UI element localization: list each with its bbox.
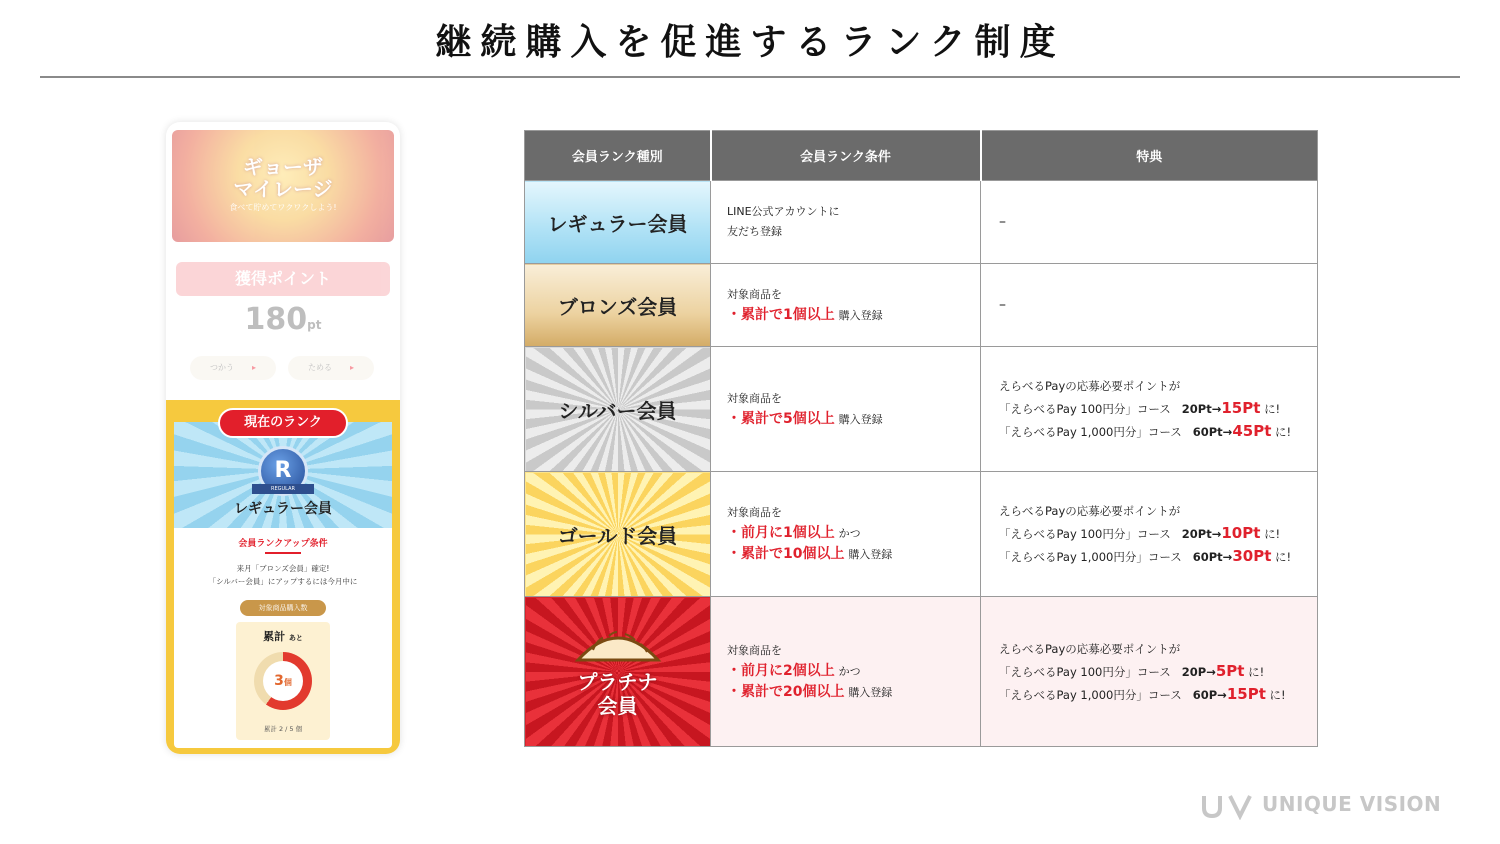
regular-badge-icon: R [258,446,308,496]
condition-gold [711,472,981,597]
purchase-count-pill: 対象商品購入数 [240,600,326,616]
header-rank-type: 会員ランク種別 [525,131,711,181]
table-row-gold [525,472,1318,597]
perk-gold [981,472,1318,597]
condition-line [727,682,964,703]
title-divider [40,76,1460,78]
current-rank-name: レギュラー会員 [234,501,332,517]
condition-tail: 購入登録 [848,685,893,699]
condition-highlight: ・累計で5個以上 [727,410,835,427]
condition-platinum [711,597,981,747]
condition-line: 対象商品を [727,391,782,405]
banner-title-line1: ギョーザ [243,155,323,179]
perk-after: 5Pt [1215,661,1245,680]
arrow-right-icon: ▸ [251,363,256,372]
count-label-suffix: あと [288,634,303,642]
rank-card [174,422,392,748]
condition-highlight: ・累計で10個以上 [727,546,845,562]
perk-regular [981,181,1318,264]
perk-before: 60Pt→ [1192,550,1233,564]
condition-line: 対象商品を [727,287,782,301]
perk-suffix: に! [1248,664,1265,679]
company-logo [1200,790,1460,820]
rank-name-regular: レギュラー会員 [525,181,711,264]
condition-highlight: ・前月に2個以上 [727,662,835,679]
rankup-text [174,562,392,588]
condition-regular [711,181,981,264]
arrow-right-icon: ▸ [349,363,354,372]
current-rank-panel [166,400,400,754]
table-row-bronze [525,264,1318,347]
perk-after: 30Pt [1232,547,1272,565]
perk-suffix: に! [1264,402,1281,416]
perk-after: 15Pt [1226,684,1266,703]
current-rank-pill: 現在のランク [218,408,348,438]
platinum-name-line1: プラチナ [577,669,658,694]
count-label [236,628,330,644]
perk-before: 20Pt→ [1181,402,1222,416]
header-perks: 特典 [981,131,1318,181]
phone-mockup [166,122,400,754]
perk-platinum [981,597,1318,747]
perk-course: 「えらべるPay 1,000円分」コース [999,687,1182,702]
rank-name-gold: ゴールド会員 [525,472,711,597]
table-row-silver [525,347,1318,472]
banner-title-line2: マイレージ [233,177,333,201]
perk-line [999,420,1299,443]
condition-tail: 購入登録 [838,412,883,426]
perk-course: 「えらべるPay 100円分」コース [999,527,1171,541]
condition-line [727,544,964,565]
perk-silver [981,347,1318,472]
condition-line [727,661,964,682]
perk-line [999,683,1299,706]
perk-intro: えらべるPayの応募必要ポイントが [999,504,1181,518]
condition-line [727,523,964,544]
use-points-button[interactable] [190,356,276,380]
phone-top-faded [166,122,400,402]
perk-before: 20Pt→ [1181,527,1222,541]
perk-before: 60P→ [1192,687,1227,702]
perk-suffix: に! [1264,527,1281,541]
perk-none: – [999,214,1006,230]
points-value [166,302,400,337]
rank-name-platinum [525,597,711,747]
perk-before: 60Pt→ [1192,425,1233,439]
rankup-title: 会員ランクアップ条件 [238,539,328,549]
rankup-underline [265,552,301,554]
perk-after: 45Pt [1232,422,1272,440]
remaining-unit: 個 [283,678,292,687]
perk-suffix: に! [1275,425,1292,439]
banner-subtitle: 食べて貯めてワクワクしよう! [229,203,337,212]
perk-after: 10Pt [1221,524,1261,542]
campaign-banner [172,130,394,242]
purchase-count-box [236,622,330,740]
use-points-label: つかう [209,363,234,372]
perk-intro: えらべるPayの応募必要ポイントが [999,379,1181,393]
perk-course: 「えらべるPay 1,000円分」コース [999,425,1182,439]
header-rank-condition: 会員ランク条件 [711,131,981,181]
perk-line [999,522,1299,545]
logo-text: UNIQUE VISION [1262,792,1442,816]
condition-line: 対象商品を [727,643,782,657]
condition-silver [711,347,981,472]
perk-before: 20P→ [1181,664,1216,679]
perk-suffix: に! [1269,687,1286,702]
remaining-count: 3 [274,673,284,689]
table-row-regular [525,181,1318,264]
perk-suffix: に! [1275,550,1292,564]
condition-tail: かつ [838,664,861,678]
perk-bronze [981,264,1318,347]
perk-course: 「えらべるPay 100円分」コース [999,664,1171,679]
rankup-line2: 「シルバー会員」にアップするには今月中に [208,577,358,586]
save-points-button[interactable] [288,356,374,380]
condition-tail: 購入登録 [838,308,883,322]
count-footer: 累計 2 / 5 個 [263,725,303,733]
badge-ribbon: REGULAR [252,484,314,494]
page-title: 継続購入を促進するランク制度 [435,22,1065,63]
perk-line [999,660,1299,683]
platinum-name-line2: 会員 [597,693,638,718]
points-unit: pt [307,318,322,332]
rank-name-bronze: ブロンズ会員 [525,264,711,347]
condition-highlight: ・累計で20個以上 [727,683,845,700]
condition-tail: かつ [838,527,861,540]
table-row-platinum [525,597,1318,747]
condition-line: 対象商品を [727,506,782,519]
perk-after: 15Pt [1221,399,1261,417]
count-label-text: 累計 [263,630,286,643]
rank-table [524,130,1318,747]
condition-bronze [711,264,981,347]
condition-line: 友だち登録 [727,225,782,238]
condition-line [727,409,964,430]
perk-course: 「えらべるPay 1,000円分」コース [999,550,1182,564]
unique-vision-logo-icon [1200,792,1254,820]
points-header: 獲得ポイント [176,262,390,296]
progress-ring [254,652,312,710]
table-header-row [525,131,1318,181]
rankup-line1: 来月「ブロンズ会員」確定! [236,564,330,573]
progress-ring-value [263,661,303,701]
condition-highlight: ・累計で1個以上 [727,306,835,323]
condition-highlight: ・前月に1個以上 [727,525,835,541]
save-points-label: ためる [307,363,332,372]
rank-name-silver: シルバー会員 [525,347,711,472]
condition-line [727,305,964,326]
points-number: 180 [244,302,308,337]
gyoza-icon [573,626,663,666]
perk-line [999,397,1299,420]
perk-line [999,545,1299,568]
perk-course: 「えらべるPay 100円分」コース [999,402,1171,416]
condition-line: LINE公式アカウントに [727,205,840,218]
perk-intro: えらべるPayの応募必要ポイントが [999,641,1181,656]
perk-none: – [999,297,1006,313]
condition-tail: 購入登録 [848,548,893,561]
